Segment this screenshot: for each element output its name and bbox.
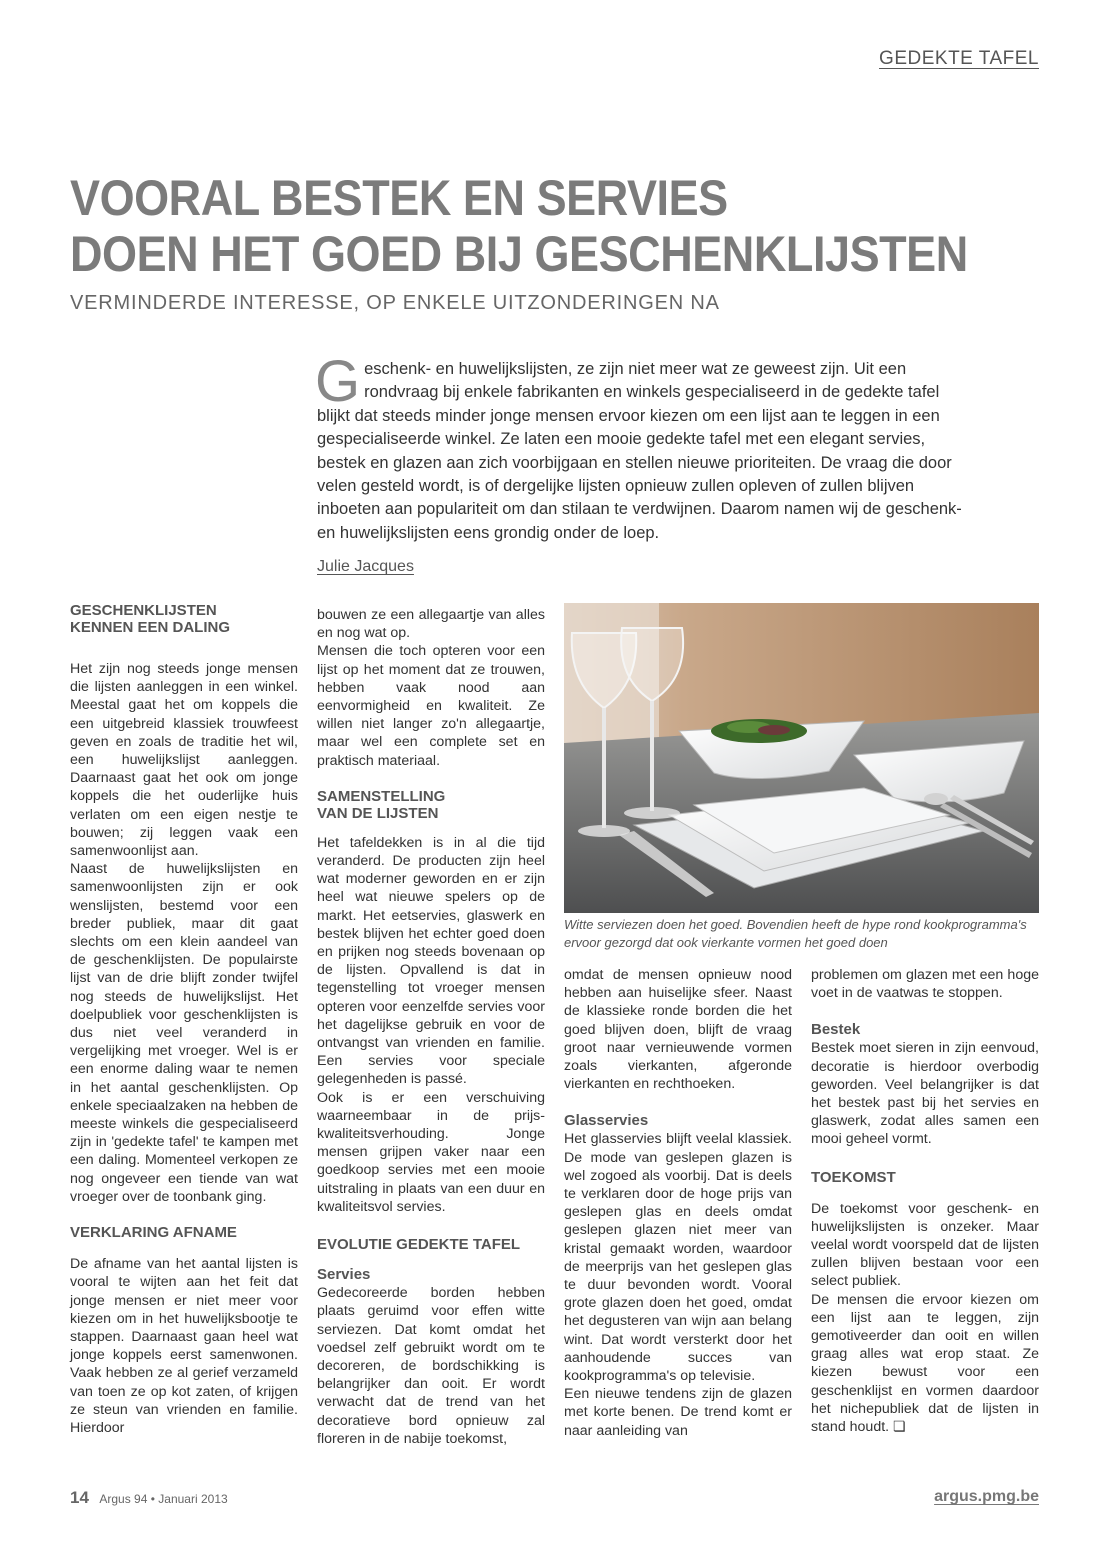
page-number: 14 xyxy=(70,1488,89,1507)
paragraph: Gedecoreerde borden hebben plaats geruimd voor effen witte serviezen. Dat komt omdat het voedsel zelf gebruikt wordt om te decoreren, de bordschikking is belangrijker dan ooit. Er wordt verwacht dat de trend van het decoratieve bord opnieuw zal floreren in de nabije toekomst, xyxy=(317,1285,545,1447)
paragraph: Het glasservies blijft veelal klassiek. De mode van geslepen glazen is wel zogoed als voorbij. Dat is deels te verklaren door de hoge prijs van geslepen glas en deels omdat geslepen glazen niet meer van kristal gemaakt worden, waardoor de meerprijs van het geslepen glas te duur bevonden wordt. Vooral grote glazen doen het goed, omdat het degusteren van wijn aan belang wint. Dat wordt versterkt door het aanhoudende succes van kookprogramma's op televisie. xyxy=(564,1131,792,1385)
photo-caption: Witte serviezen doen het goed. Bovendien heeft de hype rond kookprogramma's ervoor gezorgd dat ook vierkante vormen het goed doen xyxy=(564,917,1027,950)
subheading-servies: Servies xyxy=(317,1266,371,1284)
paragraph: bouwen ze een allegaartje van alles en nog wat op. xyxy=(317,607,545,642)
title-line-2: DOEN HET GOED BIJ GESCHENKLIJSTEN xyxy=(70,226,968,282)
subheading-bestek: Bestek xyxy=(811,1021,861,1039)
paragraph: problemen om glazen met een hoge voet in de vaatwas te stoppen. xyxy=(811,967,1039,1002)
column-4 xyxy=(811,966,1039,1436)
heading-toekomst: TOEKOMST xyxy=(811,1168,896,1186)
paragraph: omdat de mensen opnieuw nood hebben aan huiselijke sfeer. Naast de klassieke ronde borden die het goed blijven doen, blijft de vraag groot naar vernieuwende vormen zoals vierkanten, afgeronde vierkanten en rechthoeken. xyxy=(564,967,792,1093)
article-title xyxy=(70,170,968,282)
drop-cap: G xyxy=(315,349,361,414)
end-mark: ❏ xyxy=(893,1419,906,1436)
column-1 xyxy=(70,602,298,1437)
publication-info: Argus 94 • Januari 2013 xyxy=(99,1492,228,1506)
paragraph: Ook is er een verschuiving waarneembaar in de prijs-kwaliteitsverhouding. Jonge mensen grijpen vaker naar een goedkoop servies met een mooie uitstraling in plaats van een duur en kwaliteitsvol servies. xyxy=(317,1089,545,1215)
paragraph: De afname van het aantal lijsten is vooral te wijten aan het feit dat jonge mensen er niet meer voor kiezen om in het huwelijksbootje te stappen. Daarnaast gaan heel wat jonge koppels eerst samenwonen. Vaak hebben ze al gerief verzameld van toen ze op kot zaten, of krijgen ze steun van vrienden en familie. Hierdoor xyxy=(70,1256,298,1436)
article-subtitle: VERMINDERDE INTERESSE, OP ENKELE UITZONDERINGEN NA xyxy=(70,292,720,314)
heading-verklaring-afname: VERKLARING AFNAME xyxy=(70,1224,237,1242)
section-tag: GEDEKTE TAFEL xyxy=(879,48,1039,69)
subheading-glasservies: Glasservies xyxy=(564,1112,649,1130)
heading-evolutie: EVOLUTIE GEDEKTE TAFEL xyxy=(317,1236,521,1254)
paragraph: Naast de huwelijkslijsten en samenwoonlijsten zijn er ook wenslijsten, bestemd voor een breder publiek, maar dit gaat slechts om een klein aandeel van de geschenklijsten. De populairste lijst van de drie blijft zonder twijfel nog steeds de huwelijkslijst. Het doelpubliek voor geschenklijsten is dus niet veel veranderd in vergelijking met vroeger. Wel is er een enorme daling waar te nemen in het aantal geschenklijsten. Op enkele speciaalzaken na hebben de meeste winkels die gespecialiseerd zijn in 'gedekte tafel' te kampen met een daling. Momenteel verkopen ze nog ongeveer een tiende van wat vroeger over de toonbank ging. xyxy=(70,861,298,1205)
paragraph: Een nieuwe tendens zijn de glazen met korte benen. De trend komt er naar aanleiding van xyxy=(564,1386,792,1439)
paragraph: Mensen die toch opteren voor een lijst op het moment dat ze trouwen, hebben vaak nood aan eenvormigheid en kwaliteit. Ze willen niet langer zo'n allegaartje, maar wel een complete set en praktisch materiaal. xyxy=(317,643,545,769)
paragraph: De toekomst voor geschenk- en huwelijkslijsten is onzeker. Maar veelal wordt voorspeld dat de lijsten zullen blijven bestaan voor een select publiek. xyxy=(811,1200,1039,1290)
website-link[interactable]: argus.pmg.be xyxy=(934,1488,1039,1505)
heading-geschenklijsten: GESCHENKLIJSTEN KENNEN EEN DALING xyxy=(70,602,231,636)
paragraph: De mensen die ervoor kiezen om een lijst aan te leggen, zijn gemotiveerder dan ooit en willen graag alles wat erop staat. Ze kiezen bewust voor een geschenklijst en vormen daardoor het nichepubliek dat de lijsten in stand houdt. ❏ xyxy=(811,1291,1039,1436)
intro-text: eschenk- en huwelijkslijsten, ze zijn niet meer wat ze geweest zijn. Uit een rondvraag bij enkele fabrikanten en winkels gespecialiseerd in de gedekte tafel blijkt dat steeds minder jonge mensen ervoor kiezen om een lijst aan te leggen in een gespecialiseerde winkel. Ze laten een mooie gedekte tafel met een elegant servies, bestek en glazen aan zich voorbijgaan en stellen nieuwe prioriteiten. De vraag die door velen gesteld wordt, is of dergelijke lijsten opnieuw zullen opleven of zullen blijven inboeten aan populariteit om dan stilaan te verdwijnen. Daarom namen wij de geschenk- en huwelijkslijsten eens grondig onder de loep. xyxy=(317,360,962,542)
title-line-1: VOORAL BESTEK EN SERVIES xyxy=(70,170,728,226)
paragraph: Het tafeldekken is in al die tijd veranderd. De producten zijn heel wat moderner geworden en er zijn heel wat nieuwe spelers op de markt. Het eetservies, glaswerk en bestek blijven het echter goed doen en prijken nog steeds bovenaan op de lijsten. Opvallend is dat in tegenstelling tot vroeger mensen opteren voor eenzelfde servies voor het dagelijkse gebruik en voor de ontvangst van vrienden en familie. Een servies voor speciale gelegenheden is passé. xyxy=(317,834,545,1088)
footer-left xyxy=(70,1488,228,1508)
heading-samenstelling: SAMENSTELLING VAN DE LIJSTEN xyxy=(317,787,446,822)
column-2 xyxy=(317,606,545,1448)
table-setting-photo xyxy=(564,603,1039,913)
paragraph: Het zijn nog steeds jonge mensen die lijsten aanleggen in een winkel. Meestal gaat het om koppels die een uitgebreid klassiek trouwfeest geven en zoals de traditie het wil, een huwelijkslijst aanleggen. Daarnaast gaat het ook om jonge koppels die het ouderlijke huis verlaten om een eigen nestje te bouwen; zij leggen vaak een samenwoonlijst aan. xyxy=(70,661,298,860)
paragraph: Bestek moet sieren in zijn eenvoud, decoratie is hierdoor overbodig geworden. Veel belangrijker is dat het bestek past bij het servies en glaswerk, zodat alles samen een mooi geheel vormt. xyxy=(811,1040,1039,1148)
intro-paragraph xyxy=(315,349,965,545)
column-3 xyxy=(564,966,792,1440)
author-byline: Julie Jacques xyxy=(317,558,414,575)
